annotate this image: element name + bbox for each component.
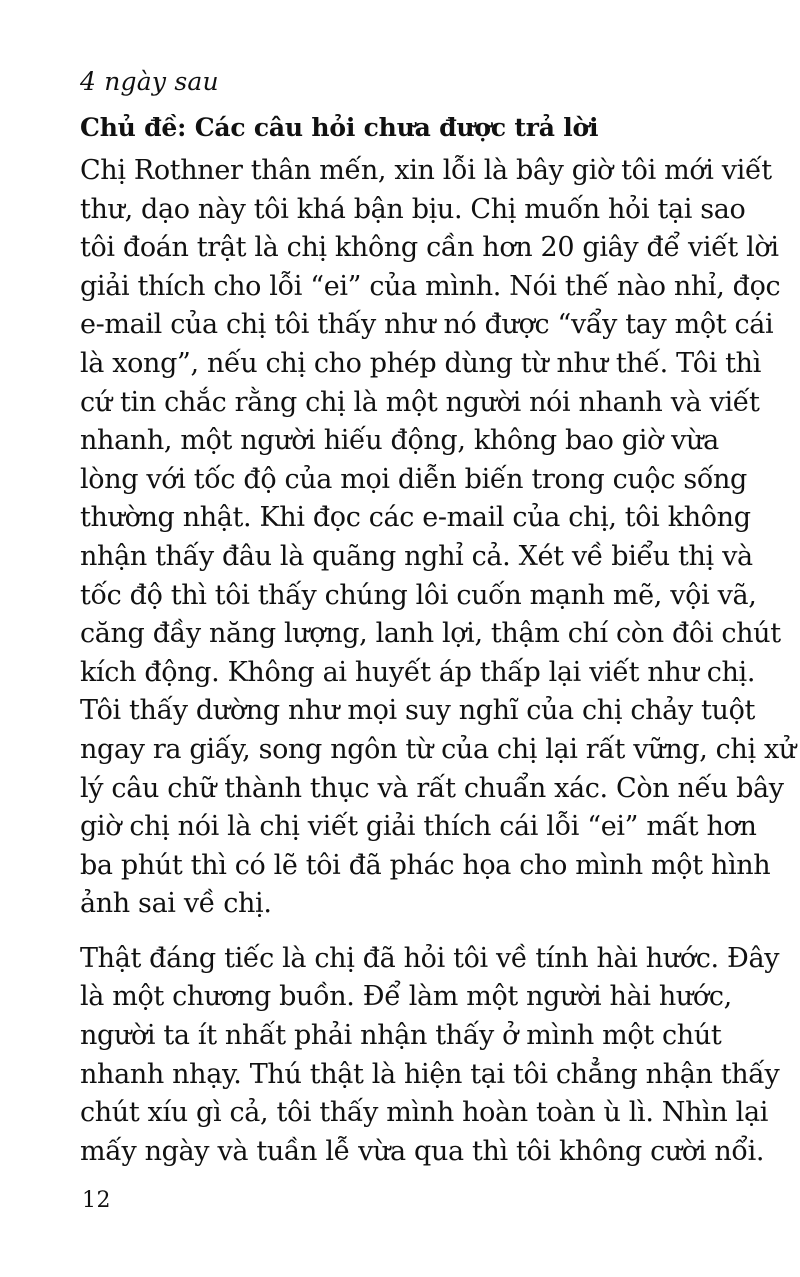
email-subject-line <box>80 108 780 148</box>
text-line: Chị Rothner thân mến, xin lỗi là bây giờ tôi mới viết <box>80 155 772 186</box>
text-line: nhanh nhạy. Thú thật là hiện tại tôi chẳng nhận thấy <box>80 1058 780 1090</box>
text-line: người ta ít nhất phải nhận thấy ở mình một chút <box>80 1020 722 1052</box>
book-page <box>80 62 796 1171</box>
body-paragraph-2 <box>80 940 780 1172</box>
text-line: ngay ra giấy, song ngôn từ của chị lại rất vững, chị xử <box>80 733 796 765</box>
text-line: là xong”, nếu chị cho phép dùng từ như thế. Tôi thì <box>80 347 761 379</box>
text-line: ba phút thì có lẽ tôi đã phác họa cho mình một hình <box>80 849 771 881</box>
text-line: e-mail của chị tôi thấy như nó được “vẩy tay một cái <box>80 309 774 341</box>
page-number: 12 <box>82 1188 111 1213</box>
text-line: cứ tin chắc rằng chị là một người nói nhanh và viết <box>80 386 760 418</box>
text-line: tốc độ thì tôi thấy chúng lôi cuốn mạnh mẽ, vội vã, <box>80 579 757 611</box>
text-line: giờ chị nói là chị viết giải thích cái lỗi “ei” mất hơn <box>80 811 757 843</box>
subject-text: Các câu hỏi chưa được trả lời <box>194 113 599 142</box>
text-line: giải thích cho lỗi “ei” của mình. Nói thế nào nhỉ, đọc <box>80 270 781 302</box>
paragraph-gap <box>80 924 780 940</box>
text-line: lòng với tốc độ của mọi diễn biến trong cuộc sống <box>80 463 747 495</box>
text-line: căng đầy năng lượng, lanh lợi, thậm chí còn đôi chút <box>80 618 781 650</box>
text-line: mấy ngày và tuần lễ vừa qua thì tôi không cười nổi. <box>80 1135 765 1167</box>
text-line: thư, dạo này tôi khá bận bịu. Chị muốn hỏi tại sao <box>80 193 746 225</box>
text-line: tôi đoán trật là chị không cần hơn 20 giây để viết lời <box>80 232 779 264</box>
text-line: là một chương buồn. Để làm một người hài hước, <box>80 981 732 1013</box>
text-line: nhanh, một người hiếu động, không bao giờ vừa <box>80 425 719 457</box>
text-line: thường nhật. Khi đọc các e-mail của chị, tôi không <box>80 502 751 534</box>
text-line: Tôi thấy dường như mọi suy nghĩ của chị chảy tuột <box>80 695 755 727</box>
text-line: Thật đáng tiếc là chị đã hỏi tôi về tính hài hước. Đây <box>80 942 780 974</box>
text-line: lý câu chữ thành thục và rất chuẩn xác. Còn nếu bây <box>80 772 784 804</box>
email-date-line: 4 ngày sau <box>80 67 219 96</box>
text-line: ảnh sai về chị. <box>80 888 272 920</box>
body-paragraph-1 <box>80 152 796 924</box>
text-line: nhận thấy đâu là quãng nghỉ cả. Xét về biểu thị và <box>80 540 753 572</box>
text-line: kích động. Không ai huyết áp thấp lại viết như chị. <box>80 656 756 688</box>
subject-label: Chủ đề: <box>80 113 187 142</box>
text-line: chút xíu gì cả, tôi thấy mình hoàn toàn ù lì. Nhìn lại <box>80 1097 768 1129</box>
